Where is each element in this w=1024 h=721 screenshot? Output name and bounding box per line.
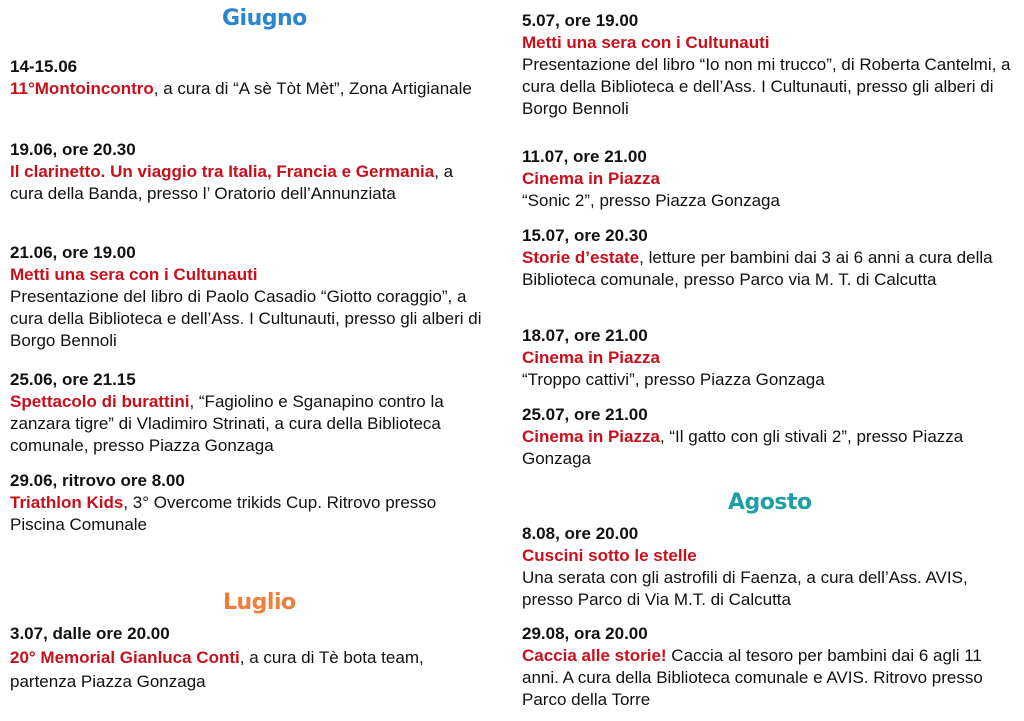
event-description: “Sonic 2”, presso Piazza Gonzaga xyxy=(522,191,780,210)
event-item xyxy=(10,470,490,536)
event-title: Cinema in Piazza xyxy=(522,427,660,446)
event-item xyxy=(10,622,490,694)
event-title: Metti una sera con i Cultunauti xyxy=(522,33,770,52)
event-item xyxy=(522,146,1018,212)
event-description: , letture per bambini dai 3 ai 6 anni a cura della Biblioteca comunale, presso Parco via M. T. di Calcutta xyxy=(522,248,993,289)
month-heading-luglio: Luglio xyxy=(223,590,296,615)
month-heading-giugno: Giugno xyxy=(222,6,307,31)
event-title: Spettacolo di burattini xyxy=(10,392,190,411)
event-description: Caccia al tesoro per bambini dai 6 agli 11 anni. A cura della Biblioteca comunale e AVIS. Ritrovo presso Parco della Torre xyxy=(522,646,983,709)
event-item xyxy=(522,225,1018,291)
event-title: Cinema in Piazza xyxy=(522,169,660,188)
event-item xyxy=(522,10,1018,120)
event-title: Storie d’estate xyxy=(522,248,640,267)
event-date: 14-15.06 xyxy=(10,57,78,76)
event-title: Metti una sera con i Cultunauti xyxy=(10,265,258,284)
event-title: Cinema in Piazza xyxy=(522,348,660,367)
event-description: , “Fagiolino e Sganapino contro la zanzara tigre” di Vladimiro Strinati, a cura della Biblioteca comunale, presso Piazza Gonzaga xyxy=(10,392,444,455)
event-title: Caccia alle storie! xyxy=(522,646,667,665)
event-item xyxy=(10,242,490,352)
event-description: , 3° Overcome trikids Cup. Ritrovo presso Piscina Comunale xyxy=(10,493,437,534)
event-title: 11°Montoincontro xyxy=(10,79,154,98)
event-description: , “Il gatto con gli stivali 2”, presso Piazza Gonzaga xyxy=(522,427,964,468)
event-item xyxy=(522,404,1018,470)
event-description: , a cura di “A sè Tòt Mèt”, Zona Artigianale xyxy=(153,79,472,98)
event-date: 29.08, ora 20.00 xyxy=(522,624,648,643)
event-date: 5.07, ore 19.00 xyxy=(522,11,639,30)
event-date: 25.07, ore 21.00 xyxy=(522,405,648,424)
event-description: , a cura della Banda, presso l’ Oratorio dell’Annunziata xyxy=(10,162,454,203)
event-item xyxy=(10,139,490,205)
event-title: 20° Memorial Gianluca Conti xyxy=(10,648,240,667)
event-item xyxy=(10,56,490,100)
month-heading-agosto: Agosto xyxy=(728,490,812,515)
event-date: 8.08, ore 20.00 xyxy=(522,524,639,543)
event-date: 29.06, ritrovo ore 8.00 xyxy=(10,471,185,490)
event-title: Il clarinetto. Un viaggio tra Italia, Francia e Germania xyxy=(10,162,435,181)
event-date: 15.07, ore 20.30 xyxy=(522,226,648,245)
event-title: Triathlon Kids xyxy=(10,493,124,512)
event-date: 11.07, ore 21.00 xyxy=(522,147,647,166)
event-description: Presentazione del libro di Paolo Casadio “Giotto coraggio”, a cura della Biblioteca e dell’Ass. I Cultunauti, presso gli alberi di Borgo Bennoli xyxy=(10,287,482,350)
event-date: 3.07, dalle ore 20.00 xyxy=(10,624,170,643)
event-item xyxy=(522,325,1018,391)
event-item xyxy=(522,523,1018,611)
event-date: 21.06, ore 19.00 xyxy=(10,243,136,262)
event-description: , a cura di Tè bota team, partenza Piazza Gonzaga xyxy=(10,648,424,691)
event-date: 25.06, ore 21.15 xyxy=(10,370,136,389)
event-item xyxy=(10,369,490,457)
event-title: Cuscini sotto le stelle xyxy=(522,546,697,565)
event-description: Presentazione del libro “Io non mi trucco”, di Roberta Cantelmi, a cura della Biblioteca e dell’Ass. I Cultunauti, presso gli alberi di Borgo Bennoli xyxy=(522,55,1011,118)
event-date: 18.07, ore 21.00 xyxy=(522,326,648,345)
event-description: Una serata con gli astrofili di Faenza, a cura dell’Ass. AVIS, presso Parco di Via M.T. di Calcutta xyxy=(522,568,968,609)
event-description: “Troppo cattivi”, presso Piazza Gonzaga xyxy=(522,370,825,389)
event-date: 19.06, ore 20.30 xyxy=(10,140,136,159)
event-item xyxy=(522,623,1018,711)
